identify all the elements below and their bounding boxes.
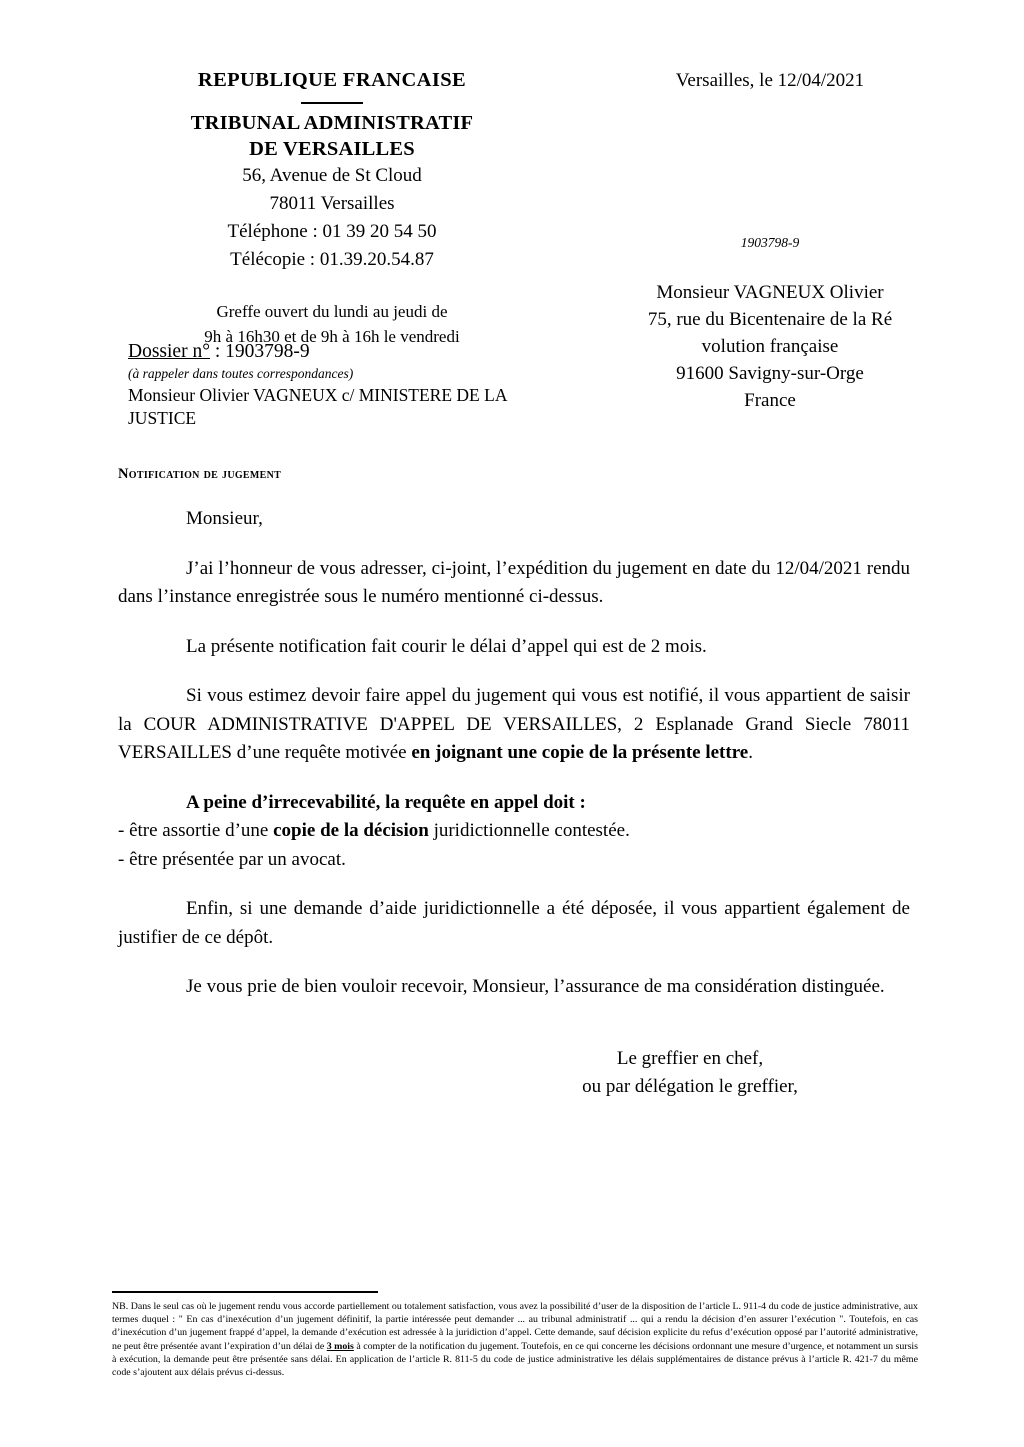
dossier-label: Dossier n°	[128, 341, 210, 362]
footnote-part-2: à compter de la notification du jugement. Toutefois, en ce qui concerne les décisions ordonnant une mesure d’urgence, et notamment un sursis à exécution, la demande peut être présentée sans délai. En application de l’article R. 811-5 du code de justice administrative les délais supplémentaires de distance prévus à l’article R. 421-7 du même code s’ajoutent aux délais prévus ci-dessus.	[112, 1340, 919, 1378]
irrecevabilite-item-2: - être présentée par un avocat.	[118, 848, 346, 870]
para1-judgment-date: 12/04/2021	[775, 557, 862, 579]
dossier-block	[128, 340, 548, 429]
recipient-name: Monsieur VAGNEUX Olivier	[656, 282, 884, 303]
tribunal-city: 78011 Versailles	[269, 193, 395, 215]
tribunal-street: 56, Avenue de St Cloud	[242, 165, 422, 187]
footnote-divider	[112, 1291, 378, 1293]
footnote-delay-emphasis: 3 mois	[326, 1340, 354, 1352]
item1-emphasis: copie de la décision	[273, 820, 429, 841]
footnote-text	[112, 1300, 918, 1379]
dossier-note: (à rappeler dans toutes correspondances)	[128, 366, 354, 382]
tribunal-fax: Télécopie : 01.39.20.54.87	[230, 249, 434, 270]
irrecevabilite-item-1	[118, 817, 910, 846]
recipient-address-block	[560, 280, 980, 415]
signature-title-line2: ou par délégation le greffier,	[582, 1075, 798, 1097]
notification-title: Notification de jugement	[118, 466, 282, 482]
paragraph-expedition	[118, 555, 910, 612]
tribunal-phone: Téléphone : 01 39 20 54 50	[227, 221, 437, 243]
recipient-country: France	[744, 389, 796, 411]
signature-title-line1: Le greffier en chef,	[616, 1048, 764, 1069]
para3-emphasis: en joignant une copie de la présente lettre	[411, 742, 749, 763]
para3-text-b: .	[748, 742, 753, 763]
dossier-separator: :	[210, 341, 226, 362]
greffe-hours-line2: 9h à 16h30 et de 9h à 16h le vendredi	[204, 326, 460, 346]
paragraph-irrecevabilite	[118, 789, 910, 875]
republic-heading: REPUBLIQUE FRANCAISE	[197, 69, 467, 91]
letterhead-block	[104, 68, 560, 349]
paragraph-delai: La présente notification fait courir le délai d’appel qui est de 2 mois.	[186, 635, 707, 657]
item1-text-b: juridictionnelle contestée.	[428, 820, 630, 841]
irrecevabilite-heading: A peine d’irrecevabilité, la requête en appel doit :	[186, 791, 586, 813]
para1-text-a: J’ai l’honneur de vous adresser, ci-joint, l’expédition du jugement en date du	[186, 557, 776, 579]
recipient-street-part2: volution française	[701, 335, 839, 357]
reference-number: 1903798-9	[740, 235, 800, 250]
letter-body	[118, 505, 910, 1002]
dossier-number: 1903798-9	[225, 341, 310, 362]
paragraph-appel	[118, 682, 910, 768]
recipient-street-part1: 75, rue du Bicentenaire de la Ré	[647, 308, 893, 330]
tribunal-name-line2: DE VERSAILLES	[249, 137, 415, 160]
salutation: Monsieur,	[186, 508, 263, 529]
header-divider	[301, 102, 363, 104]
item1-text-a: - être assortie d’une	[118, 820, 274, 841]
signature-block	[480, 1045, 900, 1100]
dossier-line	[128, 340, 548, 364]
para3-text-a: Si vous estimez devoir faire appel du jugement qui vous est notifié, il vous appartient de saisir la COUR ADMINISTRATIVE D'APPEL DE VERSAILLES, 2 Esplanade Grand Siecle 78011 VERSAILLES d’une requête motivée	[118, 685, 910, 763]
greffe-hours-line1: Greffe ouvert du lundi au jeudi de	[216, 301, 448, 321]
footnote-part-1: NB. Dans le seul cas où le jugement rendu vous accorde partiellement ou totalement satisfaction, vous avez la possibilité d’user de la disposition de l’article L. 911-4 du code de justice administrative, aux termes duquel : " En cas d’inexécution d’un jugement définitif, la partie intéressée peut demander ... au tribunal administratif ... qui a rendu la décision d’en assurer l’exécution ". Toutefois, en cas d’inexécution d’un jugement frappé d’appel, la demande d’exécution est adressée à la juridiction d’appel. Cette demande, sauf décision explicite du refus d’exécution opposé par l’autorité administrative, ne peut être présentée avant l’expiration d’un délai de	[112, 1301, 918, 1352]
dossier-parties: Monsieur Olivier VAGNEUX c/ MINISTERE DE LA JUSTICE	[128, 384, 507, 428]
paragraph-aide-juridictionnelle: Enfin, si une demande d’aide juridictionnelle a été déposée, il vous appartient également de justifier de ce dépôt.	[118, 898, 910, 948]
para1-text-b: rendu dans l’instance enregistrée sous le numéro mentionné ci-dessus.	[118, 557, 911, 607]
tribunal-name-line1: TRIBUNAL ADMINISTRATIF	[190, 111, 474, 134]
paragraph-closing: Je vous prie de bien vouloir recevoir, Monsieur, l’assurance de ma considération distinguée.	[186, 976, 885, 997]
city-and-date: Versailles, le 12/04/2021	[675, 70, 865, 91]
recipient-city: 91600 Savigny-sur-Orge	[676, 362, 864, 384]
